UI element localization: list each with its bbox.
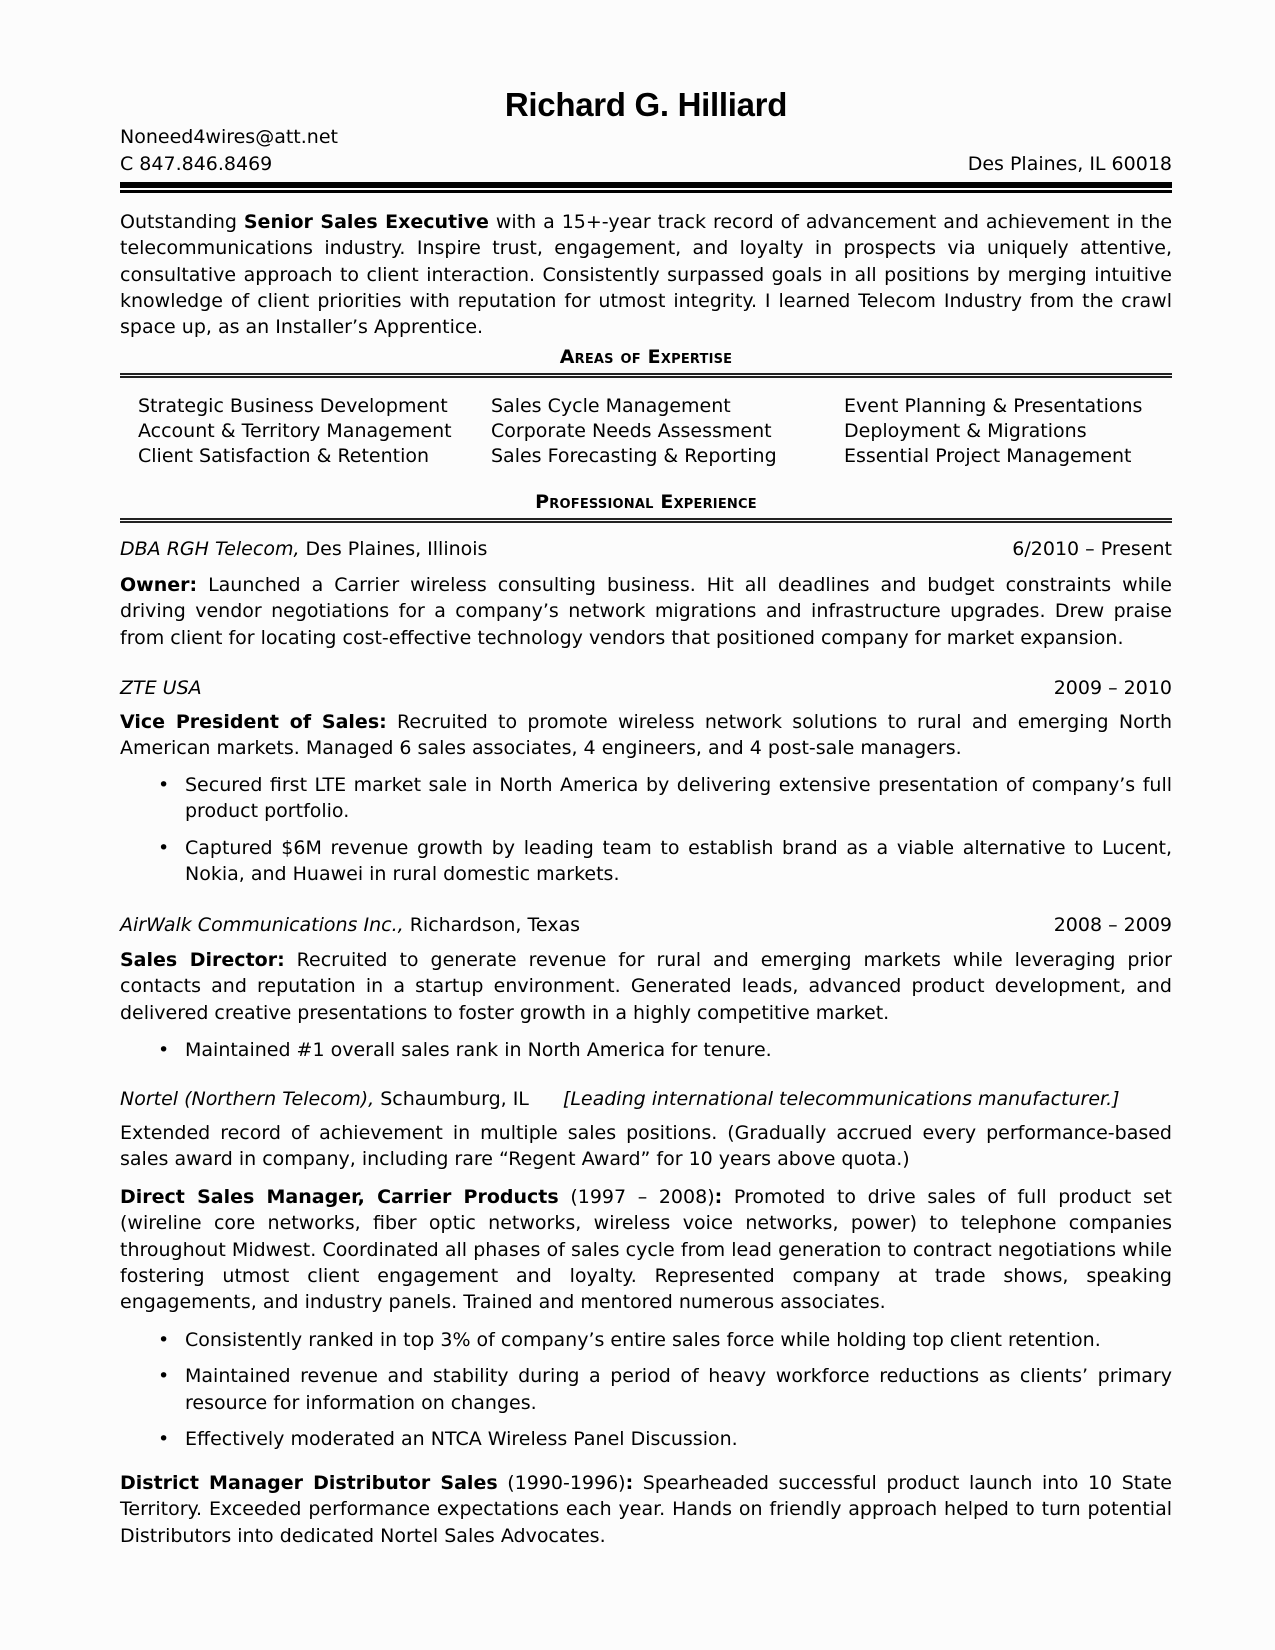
job-bullets [120,1037,1172,1073]
summary-intro: Outstanding [120,211,244,233]
job-dates: 2009 – 2010 [1053,677,1172,699]
job-header-nortel [120,1088,1172,1110]
job-description [120,572,1172,651]
bullet-text: Consistently ranked in top 3% of company’s entire sales force while holding top client retention. [185,1329,1101,1351]
job-header-zte [120,677,1172,699]
expertise-item: Sales Cycle Management [491,395,731,417]
company-name: DBA RGH Telecom, [120,538,300,560]
bullet-icon: • [158,1039,170,1061]
job-role: Sales Director: [120,949,285,971]
colon: : [714,1186,723,1208]
job-role: Vice President of Sales: [120,711,387,733]
bullet-icon: • [158,1427,170,1450]
position-period: (1990-1996) [497,1472,626,1494]
job-description [120,947,1172,1026]
job-description-text: Launched a Carrier wireless consulting business. Hit all deadlines and budget constraints while driving vendor negotiations for a company’s network migrations and infrastructure upgrades. Drew praise from client for locating cost-effective technology vendors that positioned company for market expansion. [120,574,1172,649]
job-dates: 6/2010 – Present [1012,538,1172,560]
expertise-column-3 [844,394,1142,469]
bullet-item [120,1363,1172,1416]
company-summary: Extended record of achievement in multiple sales positions. (Gradually accrued every performance-based sales award in company, including rare “Regent Award” for 10 years above quota.) [120,1122,1172,1171]
bullet-text: Secured first LTE market sale in North America by delivering extensive presentation of company’s full product portfolio. [185,774,1172,823]
company-location: Richardson, Texas [403,914,581,936]
expertise-column-1 [138,394,452,469]
bullet-icon: • [158,774,170,796]
position-description-text: Spearheaded successful product launch into 10 State Territory. Exceeded performance expectations each year. Hands on friendly approach helped to turn potential Distributors into dedicated Nortel Sales Advocates. [120,1472,1172,1547]
company-name: ZTE USA [120,677,202,699]
expertise-item: Strategic Business Development [138,395,448,417]
experience-heading: Professional Experience [535,491,757,513]
location: Des Plaines, IL 60018 [967,153,1172,175]
header-divider-thin [120,190,1172,193]
expertise-item: Client Satisfaction & Retention [138,445,430,467]
job-description-text: Recruited to promote wireless network solutions to rural and emerging North American markets. Managed 6 sales associates, 4 engineers, and 4 post-sale managers. [120,711,1173,760]
bullet-icon: • [158,1365,170,1388]
position-period: (1997 – 2008) [558,1186,715,1208]
expertise-divider [120,373,1172,378]
job-header-airwalk [120,914,1172,936]
expertise-heading: Areas of Expertise [559,346,733,368]
expertise-item: Sales Forecasting & Reporting [491,445,777,467]
job-role: Owner: [120,574,198,596]
expertise-item: Deployment & Migrations [844,420,1087,442]
expertise-item: Account & Territory Management [138,420,452,442]
colon: : [625,1472,634,1494]
email-address[interactable]: Noneed4wires@att.net [120,126,338,148]
expertise-item: Corporate Needs Assessment [491,420,772,442]
bullet-icon: • [158,836,170,859]
position-bullets [120,1327,1172,1462]
phone-number: C 847.846.8469 [120,153,273,175]
job-bullets [120,772,1172,897]
bullet-item [120,1037,1172,1063]
position-description-text: Promoted to drive sales of full product set (wireline core networks, fiber optic networks, wireless voice networks, power) to telephone companies throughout Midwest. Coordinated all phases of sales cycle from lead generation to contract negotiations while fostering utmost client engagement and loyalty. Represented company at trade shows, speaking engagements, and industry panels. Trained and mentored numerous associates. [120,1186,1173,1314]
expertise-column-2 [491,394,777,469]
bullet-icon: • [158,1329,170,1351]
job-description-text: Recruited to generate revenue for rural and emerging markets while leveraging prior contacts and reputation in a startup environment. Generated leads, advanced product development, and delivered creative presentations to foster growth in a highly competitive market. [120,949,1172,1024]
job-dates: 2008 – 2009 [1053,914,1172,936]
expertise-item: Event Planning & Presentations [844,395,1143,417]
company-location: Schaumburg, IL [374,1088,529,1110]
company-name: AirWalk Communications Inc., [120,914,404,936]
bullet-text: Effectively moderated an NTCA Wireless Panel Discussion. [185,1427,738,1450]
company-name: Nortel (Northern Telecom), [120,1088,375,1110]
summary-title: Senior Sales Executive [243,211,489,233]
header-divider-thick [120,182,1172,188]
experience-divider [120,518,1172,523]
bullet-text: Maintained #1 overall sales rank in North America for tenure. [185,1039,772,1061]
bullet-text: Captured $6M revenue growth by leading team to establish brand as a viable alternative to Lucent, Nokia, and Huawei in rural domestic markets. [185,836,1172,885]
summary-text: with a 15+-year track record of advancement and achievement in the telecommunications industry. Inspire trust, engagement, and loyalty in prospects via uniquely attentive, consultative approach to client interaction. Consistently surpassed goals in all positions by merging intuitive knowledge of client priorities with reputation for utmost integrity. I learned Telecom Industry from the crawl space up, as an Installer’s Apprentice. [120,211,1173,339]
bullet-item [120,1426,1172,1452]
bullet-item [120,1327,1172,1353]
bullet-item [120,772,1172,825]
candidate-name: Richard G. Hilliard [504,86,788,123]
company-location: Des Plaines, Illinois [299,538,488,560]
position-role: Direct Sales Manager, Carrier Products [120,1186,559,1208]
bullet-item [120,835,1172,888]
position-description [120,1470,1172,1549]
position-role: District Manager Distributor Sales [120,1472,498,1494]
company-note: [Leading international telecommunications manufacturer.] [562,1088,1120,1110]
job-header-dba-rgh [120,538,1172,560]
summary-paragraph [120,209,1172,340]
bullet-text: Maintained revenue and stability during a period of heavy workforce reductions as clients’ primary resource for information on changes. [185,1365,1172,1414]
position-description [120,1184,1172,1315]
job-description [120,709,1172,762]
expertise-item: Essential Project Management [844,445,1132,467]
